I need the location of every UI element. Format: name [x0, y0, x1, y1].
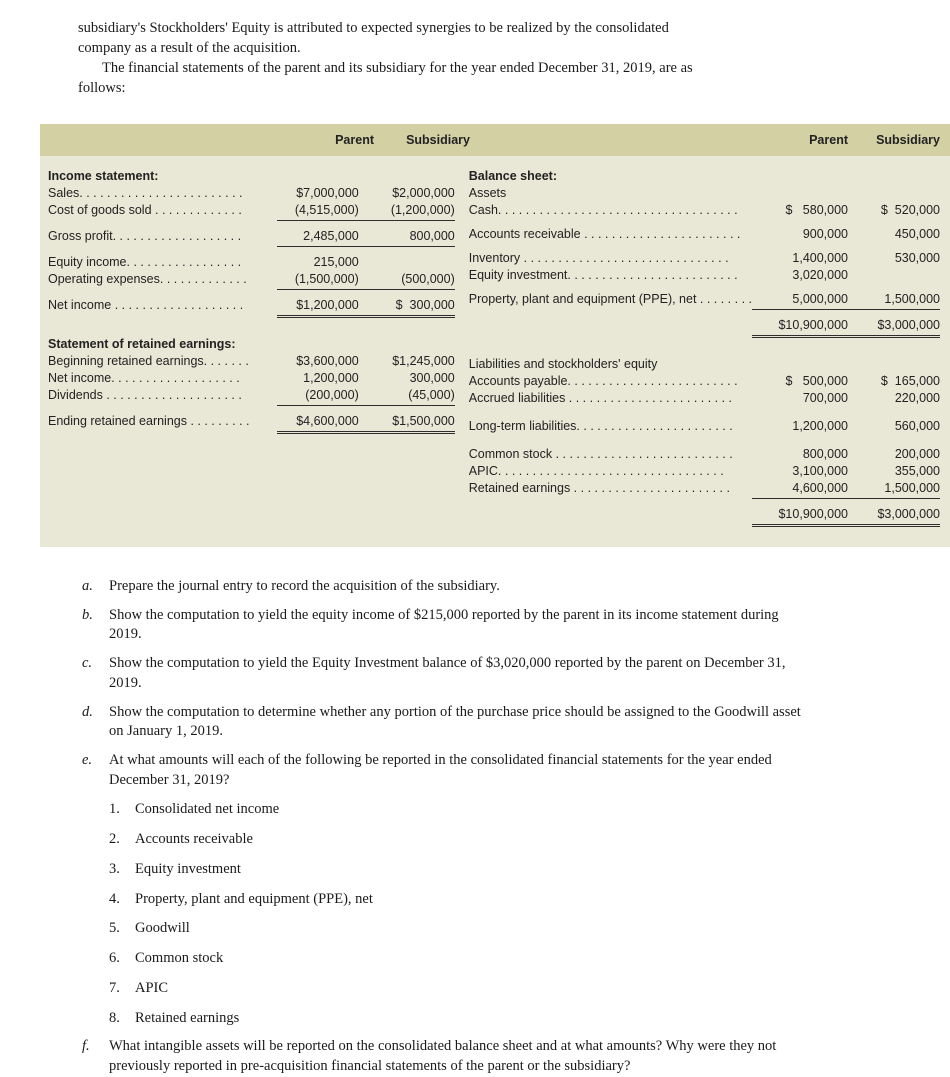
table-row-operating-expenses — [48, 271, 455, 290]
subsidiary-amount: 450,000 — [894, 227, 940, 241]
liabilities-equity-label: Liabilities and stockholders' equity — [468, 357, 658, 371]
sub-item-number: 6. — [109, 950, 120, 967]
sub-item-5 — [109, 919, 810, 939]
table-row-re-net-income — [48, 370, 455, 387]
row-label: Property, plant and equipment (PPE), net . . . . . . . . — [468, 292, 752, 306]
question-item-d — [82, 703, 810, 742]
row-label: Inventory . . . . . . . . . . . . . . . . . . . . . . . . . . . . . . — [468, 251, 729, 265]
parent-amount: 900,000 — [802, 227, 848, 241]
sub-item-text: APIC — [135, 979, 169, 996]
question-item-a — [82, 577, 810, 597]
row-label: Equity income. . . . . . . . . . . . . . . . . — [48, 255, 242, 269]
assets-label: Assets — [468, 186, 507, 200]
row-label: Common stock . . . . . . . . . . . . . . . . . . . . . . . . . . — [468, 447, 733, 461]
sub-item-number: 4. — [109, 890, 120, 907]
question-letter: b. — [82, 606, 93, 623]
balance-sheet-section — [461, 168, 940, 527]
sub-item-number: 1. — [109, 801, 120, 818]
subsidiary-amount: $1,245,000 — [392, 354, 455, 368]
table-row-long-term-liabilities — [469, 418, 940, 435]
row-label: Operating expenses. . . . . . . . . . . . . — [48, 272, 247, 286]
header-right-half — [476, 132, 940, 149]
balance-sheet-title: Balance sheet: — [468, 169, 557, 183]
questions-list — [82, 577, 810, 1077]
question-item-e — [82, 751, 810, 790]
question-item-c — [82, 654, 810, 693]
row-label: Sales. . . . . . . . . . . . . . . . . . . . . . . . — [48, 186, 243, 200]
subsidiary-amount: $1,500,000 — [359, 413, 455, 434]
row-label: Beginning retained earnings. . . . . . . — [48, 354, 249, 368]
row-label: Retained earnings . . . . . . . . . . . . . . . . . . . . . . . — [468, 481, 730, 495]
table-row-beginning-re — [48, 353, 455, 370]
row-label: Accounts receivable . . . . . . . . . . . . . . . . . . . . . . . — [468, 227, 741, 241]
subsidiary-amount: $2,000,000 — [392, 186, 455, 200]
parent-amount: 5,000,000 — [752, 291, 848, 310]
row-label: Accrued liabilities . . . . . . . . . . . . . . . . . . . . . . . . — [468, 391, 733, 405]
table-row-ppe-net — [469, 291, 940, 310]
header-left-half — [48, 132, 476, 149]
parent-amount: 3,020,000 — [792, 268, 848, 282]
sub-item-1 — [109, 800, 810, 820]
row-label: Cost of goods sold . . . . . . . . . . . . . — [48, 203, 242, 217]
row-label: Equity investment. . . . . . . . . . . . . . . . . . . . . . . . . — [468, 268, 738, 282]
row-label: Net income . . . . . . . . . . . . . . . . . . . — [48, 298, 244, 312]
parent-amount: $4,600,000 — [277, 413, 359, 434]
subsidiary-amount: $ 300,000 — [359, 297, 455, 318]
subsidiary-amount: $ 165,000 — [880, 374, 940, 388]
row-label: Ending retained earnings . . . . . . . . . — [48, 414, 250, 428]
sub-item-text: Goodwill — [135, 920, 190, 937]
table-row-gross-profit — [48, 228, 455, 247]
table-row-cash — [469, 202, 940, 219]
table-row-retained-earnings — [469, 480, 940, 499]
parent-amount: (1,500,000) — [277, 271, 359, 290]
financial-statements-table — [40, 124, 950, 547]
column-header-subsidiary-left: Subsidiary — [406, 133, 470, 147]
sub-item-text: Accounts receivable — [135, 831, 253, 848]
parent-amount: $ 500,000 — [785, 374, 848, 388]
question-item-b — [82, 606, 810, 645]
sub-item-number: 2. — [109, 831, 120, 848]
table-row-liabilities-total — [469, 506, 940, 527]
parent-amount: (4,515,000) — [277, 202, 359, 221]
row-label: Dividends . . . . . . . . . . . . . . . . . . . . — [48, 388, 242, 402]
parent-amount: 3,100,000 — [792, 464, 848, 478]
table-row-accrued-liabilities — [469, 390, 940, 407]
row-label: APIC. . . . . . . . . . . . . . . . . . . . . . . . . . . . . . . . . — [468, 464, 724, 478]
question-text: Show the computation to yield the Equity Investment balance of $3,020,000 reported by the parent on December 31, 2019. — [109, 655, 786, 691]
parent-amount: $ 580,000 — [785, 203, 848, 217]
parent-amount: (200,000) — [277, 387, 359, 406]
table-row-common-stock — [469, 446, 940, 463]
question-text: Prepare the journal entry to record the acquisition of the subsidiary. — [109, 578, 500, 594]
subsidiary-amount: $3,000,000 — [848, 317, 940, 338]
question-item-f — [82, 1037, 810, 1076]
income-statement-section — [48, 168, 461, 527]
subsidiary-amount: 220,000 — [894, 391, 940, 405]
column-header-subsidiary-right: Subsidiary — [876, 133, 940, 147]
question-text: Show the computation to determine whether any portion of the purchase price should be assigned to the Goodwill asset on January 1, 2019. — [109, 703, 801, 740]
sub-item-text: Retained earnings — [135, 1009, 240, 1026]
table-row-assets-total — [469, 317, 940, 338]
table-row-cogs — [48, 202, 455, 221]
question-letter: e. — [82, 752, 93, 769]
income-statement-title: Income statement: — [48, 169, 159, 183]
question-letter: f. — [82, 1038, 90, 1055]
sub-item-2 — [109, 830, 810, 850]
table-row-inventory — [469, 250, 940, 267]
sub-item-6 — [109, 949, 810, 969]
subsidiary-amount: 200,000 — [894, 447, 940, 461]
question-text: At what amounts will each of the following be reported in the consolidated financial statements for the year ended December 31, 2019? — [109, 752, 772, 788]
table-row-sales — [48, 185, 455, 202]
parent-amount: $1,200,000 — [277, 297, 359, 318]
question-letter: a. — [82, 578, 93, 594]
table-row-accounts-receivable — [469, 226, 940, 243]
sub-item-7 — [109, 979, 810, 999]
intro-paragraph-2: The financial statements of the parent and its subsidiary for the year ended December 31, 2019, are as follows: — [78, 60, 693, 96]
table-row-apic — [469, 463, 940, 480]
table-body — [40, 156, 950, 547]
sub-item-text: Consolidated net income — [135, 801, 280, 818]
sub-item-number: 3. — [109, 860, 120, 877]
parent-amount: 2,485,000 — [277, 228, 359, 247]
sub-item-text: Property, plant and equipment (PPE), net — [135, 890, 373, 907]
subsidiary-amount: $3,000,000 — [848, 506, 940, 527]
sub-item-8 — [109, 1009, 810, 1029]
table-header-row — [40, 124, 950, 156]
parent-amount: $10,900,000 — [752, 506, 848, 527]
parent-amount: 700,000 — [802, 391, 848, 405]
parent-amount: 1,200,000 — [303, 371, 359, 385]
subsidiary-amount: 800,000 — [359, 228, 455, 247]
parent-amount: 1,200,000 — [792, 419, 848, 433]
parent-amount: $10,900,000 — [752, 317, 848, 338]
parent-amount: 1,400,000 — [792, 251, 848, 265]
sub-item-number: 5. — [109, 920, 120, 937]
subsidiary-amount: 1,500,000 — [848, 291, 940, 310]
question-e-sublist — [109, 800, 810, 1028]
row-label: Accounts payable. . . . . . . . . . . . . . . . . . . . . . . . . — [468, 374, 738, 388]
question-text: What intangible assets will be reported on the consolidated balance sheet and at what amounts? Why were they not previously reported in pre-acquisition financial statements of the parent or the subsidiary? — [109, 1038, 777, 1074]
column-header-parent-right: Parent — [809, 133, 848, 147]
subsidiary-amount: 1,500,000 — [848, 480, 940, 499]
table-row-accounts-payable — [469, 373, 940, 390]
question-letter: c. — [82, 655, 93, 672]
intro-paragraph-1: subsidiary's Stockholders' Equity is attributed to expected synergies to be realized by the consolidated company as a result of the acquisition. — [78, 20, 669, 56]
subsidiary-amount: 355,000 — [894, 464, 940, 478]
subsidiary-amount: 300,000 — [409, 371, 455, 385]
parent-amount: 4,600,000 — [752, 480, 848, 499]
subsidiary-amount: 560,000 — [894, 419, 940, 433]
parent-amount: $3,600,000 — [296, 354, 359, 368]
parent-amount: 215,000 — [313, 255, 359, 269]
subsidiary-amount: (1,200,000) — [359, 202, 455, 221]
row-label: Gross profit. . . . . . . . . . . . . . . . . . . — [48, 229, 242, 243]
parent-amount: 800,000 — [802, 447, 848, 461]
row-label: Long-term liabilities. . . . . . . . . . . . . . . . . . . . . . . — [468, 419, 733, 433]
table-row-dividends — [48, 387, 455, 406]
question-text: Show the computation to yield the equity income of $215,000 reported by the parent in its income statement during 2019. — [109, 606, 779, 643]
column-header-parent-left: Parent — [335, 133, 374, 147]
subsidiary-amount: (45,000) — [359, 387, 455, 406]
row-label: Cash. . . . . . . . . . . . . . . . . . . . . . . . . . . . . . . . . . . — [468, 203, 738, 217]
table-row-net-income — [48, 297, 455, 318]
table-row-equity-income — [48, 254, 455, 271]
row-label: Net income. . . . . . . . . . . . . . . . . . . — [48, 371, 240, 385]
sub-item-number: 8. — [109, 1009, 120, 1026]
subsidiary-amount: (500,000) — [359, 271, 455, 290]
question-letter: d. — [82, 703, 93, 720]
intro-text — [0, 0, 800, 98]
sub-item-number: 7. — [109, 979, 120, 996]
table-row-equity-investment — [469, 267, 940, 284]
parent-amount: $7,000,000 — [296, 186, 359, 200]
subsidiary-amount: 530,000 — [894, 251, 940, 265]
retained-earnings-title: Statement of retained earnings: — [48, 337, 236, 351]
table-row-ending-re — [48, 413, 455, 434]
subsidiary-amount: $ 520,000 — [880, 203, 940, 217]
sub-item-text: Equity investment — [135, 860, 241, 877]
sub-item-text: Common stock — [135, 950, 224, 967]
sub-item-3 — [109, 860, 810, 880]
sub-item-4 — [109, 890, 810, 910]
